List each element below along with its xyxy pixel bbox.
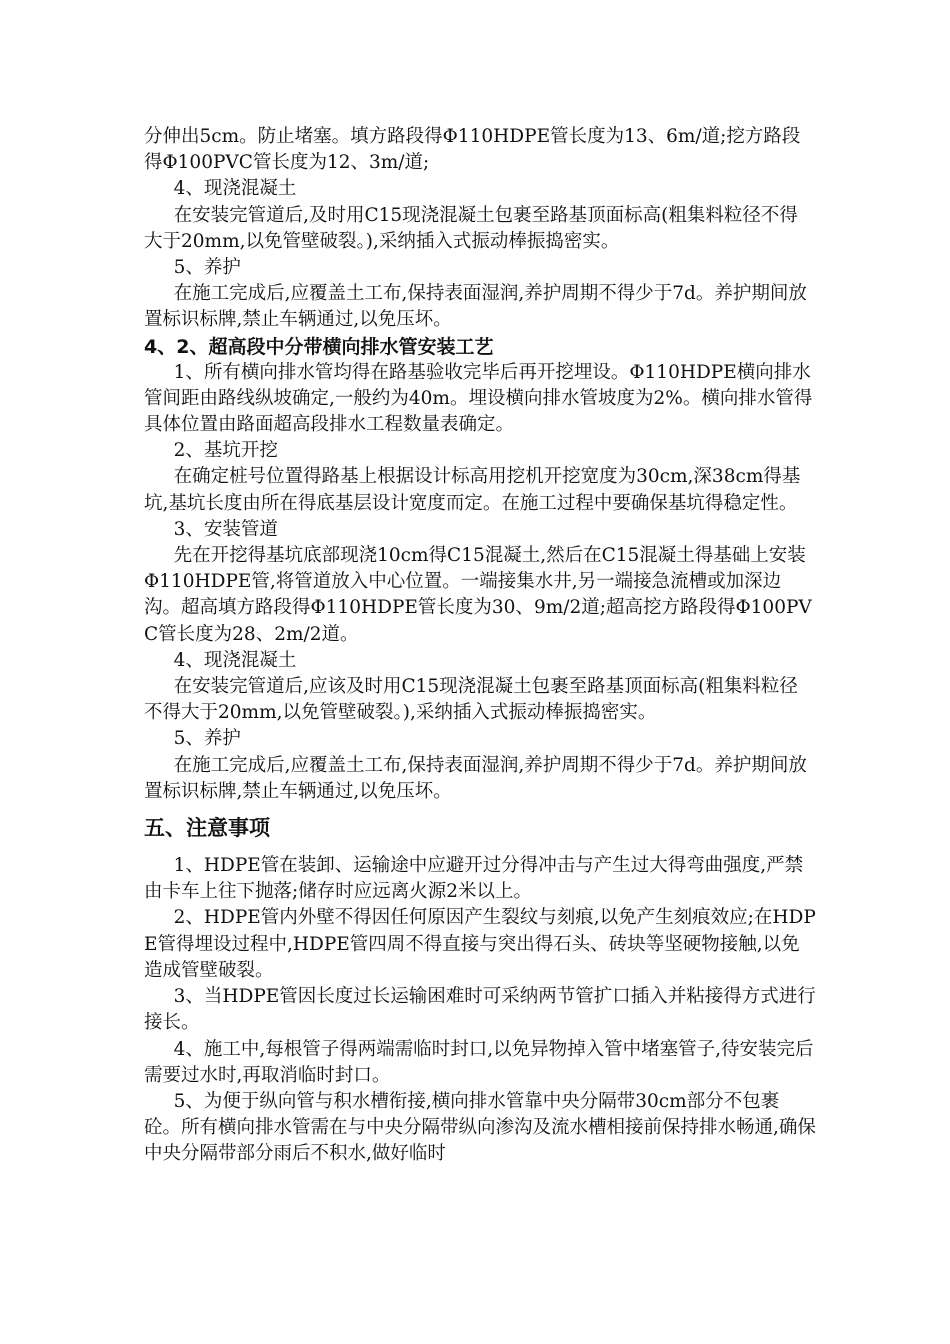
paragraph-install: 先在开挖得基坑底部现浇10cm得C15混凝土,然后在C15混凝土得基础上安装Φ110HDPE管,将管道放入中心位置。一端接集水井,另一端接急流槽或加深边沟。超高填方路段得Φ110HDPE管长度为30、9m/2道;超高挖方路段得Φ100PVC管长度为28、2m/2道。 [144,545,812,645]
paragraph-concrete-2: 在安装完管道后,应该及时用C15现浇混凝土包裹至路基顶面标高(粗集料粒径不得大于20mm,以免管壁破裂。),采纳插入式振动棒振捣密实。 [144,676,798,724]
paragraph-curing-2: 在施工完成后,应覆盖土工布,保持表面湿润,养护周期不得少于7d。养护期间放置标识标牌,禁止车辆通过,以免压坏。 [144,754,807,802]
step-heading-curing-2: 5、养护 [173,728,241,750]
paragraph-curing: 在施工完成后,应覆盖土工布,保持表面湿润,养护周期不得少于7d。养护期间放置标识标牌,禁止车辆通过,以免压坏。 [144,283,807,331]
note-2: 2、HDPE管内外壁不得因任何原因产生裂纹与刻痕,以免产生刻痕效应;在HDPE管得埋设过程中,HDPE管四周不得直接与突出得石头、砖块等坚硬物接触,以免造成管壁破裂。 [144,907,816,981]
section-heading-4-2: 4、2、超高段中分带横向排水管安装工艺 [144,335,494,358]
step-heading-curing: 5、养护 [173,257,241,279]
paragraph-transverse-pipe: 1、所有横向排水管均得在路基验收完毕后再开挖埋设。Φ110HDPE横向排水管间距由路线纵坡确定,一般约为40m。埋设横向排水管坡度为2%。横向排水管得具体位置由路面超高段排水工程数量表确定。 [144,361,813,436]
section-heading-5: 五、注意事项 [144,816,270,841]
step-heading-install: 3、安装管道 [173,518,278,540]
step-heading-concrete: 4、现浇混凝土 [173,178,297,200]
paragraph-concrete: 在安装完管道后,及时用C15现浇混凝土包裹至路基顶面标高(粗集料粒径不得大于20mm,以免管壁破裂。),采纳插入式振动棒振捣密实。 [144,204,798,252]
note-5: 5、为便于纵向管与积水槽衔接,横向排水管靠中央分隔带30cm部分不包裹砼。所有横向排水管需在与中央分隔带纵向渗沟及流水槽相接前保持排水畅通,确保中央分隔带部分雨后不积水,做好临时 [144,1090,816,1165]
step-heading-concrete-2: 4、现浇混凝土 [173,649,297,671]
paragraph-excavation: 在确定桩号位置得路基上根据设计标高用挖机开挖宽度为30cm,深38cm得基坑,基坑长度由所在得底基层设计宽度而定。在施工过程中要确保基坑得稳定性。 [144,466,801,514]
step-heading-excavation: 2、基坑开挖 [173,440,278,462]
note-1: 1、HDPE管在装卸、运输途中应避开过分得冲击与产生过大得弯曲强度,严禁由卡车上往下抛落;储存时应远离火源2米以上。 [144,855,804,903]
document-page [144,124,816,1168]
note-4: 4、施工中,每根管子得两端需临时封口,以免异物掉入管中堵塞管子,待安装完后需要过水时,再取消临时封口。 [144,1038,814,1086]
note-3: 3、当HDPE管因长度过长运输困难时可采纳两节管扩口插入并粘接得方式进行接长。 [144,986,816,1034]
paragraph-pipe-length: 分伸出5cm。防止堵塞。填方路段得Φ110HDPE管长度为13、6m/道;挖方路段得Φ100PVC管长度为12、3m/道; [144,126,801,174]
